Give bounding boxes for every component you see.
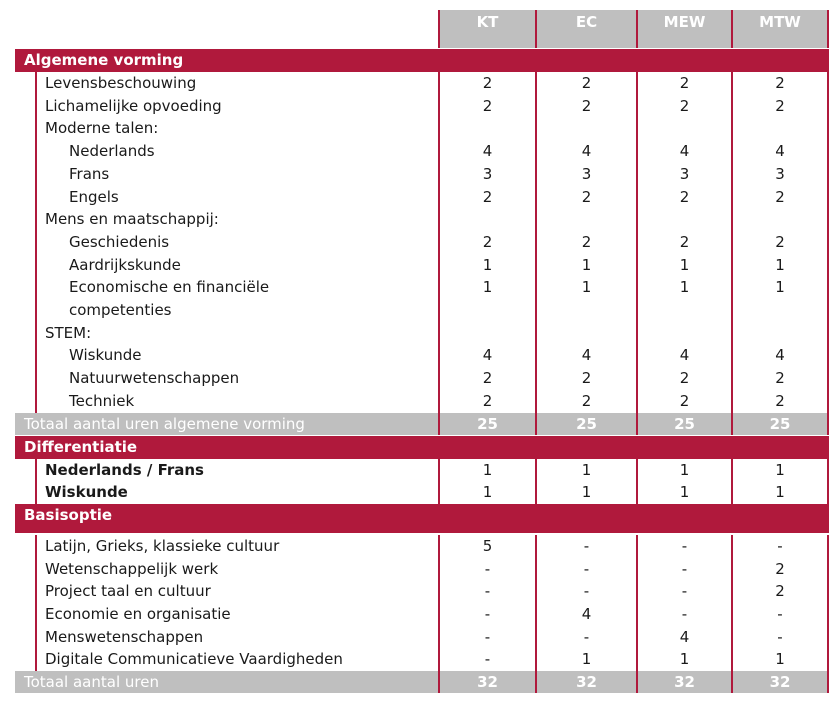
cell-kt: 2 [482,74,493,92]
column-divider [827,459,829,504]
cell-ec: 2 [581,74,592,92]
cell-mew: - [681,559,688,578]
cell-mew: 2 [679,232,690,251]
cell-mtw: 3 [775,164,785,183]
cell-ec [537,322,636,345]
column-divider [827,413,829,435]
cell-mtw: 2 [775,582,785,601]
total-kt: 25 [477,414,498,433]
cell-ec: 4 [581,605,592,623]
cell-mew: 1 [679,278,690,297]
row-label: Project taal en cultuur [45,582,211,601]
total-mtw: 25 [769,414,791,433]
row-label: Wiskunde [45,483,128,502]
cell-mtw: - [777,627,783,646]
cell-ec: 2 [581,96,592,115]
cell-mtw [733,299,827,322]
cell-kt: 4 [482,346,493,365]
cell-kt: - [484,650,491,669]
cell-mtw: 4 [775,142,785,161]
row-label: Wiskunde [69,346,142,365]
column-header-ec: EC [537,10,636,48]
column-divider [827,535,829,671]
cell-mew: 1 [679,650,690,669]
cell-mew: 4 [679,627,690,646]
cell-ec: 4 [581,346,592,365]
cell-kt: 2 [482,391,493,410]
cell-mtw [733,117,827,140]
cell-mtw: 1 [775,278,785,297]
cell-mtw: 2 [775,369,785,388]
total-mew: 32 [674,673,695,692]
row-label: Nederlands [69,142,155,161]
cell-mew [638,322,731,345]
total-mtw: 32 [769,673,791,692]
cell-mew: - [681,605,688,623]
cell-mtw: - [777,605,783,623]
cell-mew: 1 [679,255,690,274]
cell-ec: 2 [581,391,592,410]
cell-ec: 1 [581,483,592,502]
cell-kt: - [484,605,491,623]
cell-mtw [733,322,827,345]
row-label: Moderne talen: [45,119,159,138]
cell-mtw: 2 [775,187,785,206]
row-label: Nederlands / Frans [45,460,204,479]
total-row: Totaal aantal uren algemene vorming [15,413,829,435]
section-header-differentiatie: Differentiatie [15,436,829,459]
cell-mtw: 4 [775,346,785,365]
cell-kt [440,208,535,231]
cell-ec: 2 [581,232,592,251]
cell-ec: - [583,559,590,578]
row-label: Engels [69,187,119,206]
cell-kt: - [484,559,491,578]
row-label: competenties [69,301,172,319]
row-label: STEM: [45,323,92,342]
row-label: Geschiedenis [69,232,170,251]
row-label: Wetenschappelijk werk [45,559,219,578]
cell-mtw: 2 [775,74,785,92]
row-label: Levensbeschouwing [45,74,197,92]
cell-mtw: - [777,536,783,555]
total-kt: 32 [477,673,498,692]
cell-mew: 4 [679,346,690,365]
cell-kt: 5 [482,536,493,555]
total-ec: 25 [576,414,597,433]
cell-mtw: 2 [775,232,785,251]
cell-mew: 2 [679,74,690,92]
row-rail [35,72,37,413]
cell-kt: 1 [482,278,493,297]
cell-kt: 2 [482,369,493,388]
total-row: Totaal aantal uren [15,671,829,693]
cell-kt: - [484,627,491,646]
cell-mew [638,117,731,140]
cell-mew: - [681,536,688,555]
row-label: Digitale Communicatieve Vaardigheden [45,650,343,669]
cell-mew: 4 [679,142,690,161]
column-divider [827,671,829,693]
cell-mtw: 1 [775,460,785,479]
cell-mtw: 1 [775,255,785,274]
cell-kt: 1 [482,255,493,274]
cell-ec: - [583,627,590,646]
cell-ec: - [583,536,590,555]
cell-kt: 1 [482,460,493,479]
column-header-kt: KT [440,10,535,48]
row-label: Aardrijkskunde [69,255,181,274]
row-label: Economische en financiële [69,278,270,297]
cell-mew: 2 [679,187,690,206]
cell-ec: 1 [581,650,592,669]
cell-kt [440,322,535,345]
cell-ec: 4 [581,142,592,161]
cell-mtw: 2 [775,559,785,578]
row-label: Techniek [69,391,135,410]
cell-mew: 2 [679,391,690,410]
cell-kt: 4 [482,142,493,161]
column-header-mtw: MTW [733,10,827,48]
column-header-mew: MEW [638,10,731,48]
cell-kt: 1 [482,483,493,502]
cell-ec: 2 [581,187,592,206]
cell-kt: 2 [482,187,493,206]
cell-ec: 1 [581,278,592,297]
cell-mew: 2 [679,96,690,115]
cell-mew: 3 [679,164,690,183]
cell-ec: 1 [581,255,592,274]
cell-mtw: 1 [775,650,785,669]
cell-kt [440,299,535,322]
cell-kt: - [484,582,491,601]
row-rail [35,535,37,671]
cell-ec [537,208,636,231]
cell-ec [537,299,636,322]
total-mew: 25 [674,414,695,433]
section-header-algemene-vorming: Algemene vorming [15,49,829,72]
total-ec: 32 [576,673,597,692]
cell-mtw: 1 [775,483,785,502]
cell-kt: 3 [482,164,493,183]
cell-ec: 1 [581,460,592,479]
cell-ec: 3 [581,164,592,183]
cell-kt: 2 [482,232,493,251]
row-label: Natuurwetenschappen [69,369,240,388]
cell-ec: - [583,582,590,601]
cell-mew: 2 [679,369,690,388]
column-divider [827,10,829,48]
section-header-basisoptie: Basisoptie [15,504,829,533]
cell-mew: 1 [679,483,690,502]
row-label: Mens en maatschappij: [45,210,219,229]
cell-mew [638,299,731,322]
row-rail [35,459,37,504]
cell-mtw: 2 [775,96,785,115]
cell-mtw: 2 [775,391,785,410]
cell-mew: 1 [679,460,690,479]
row-label: Latijn, Grieks, klassieke cultuur [45,536,280,555]
cell-kt [440,117,535,140]
cell-mtw [733,208,827,231]
cell-mew: - [681,582,688,601]
row-label: Menswetenschappen [45,627,204,646]
cell-mew [638,208,731,231]
row-label: Frans [69,164,110,183]
row-label: Lichamelijke opvoeding [45,96,222,115]
cell-kt: 2 [482,96,493,115]
cell-ec [537,117,636,140]
row-label: Economie en organisatie [45,605,231,623]
column-divider [827,72,829,413]
cell-ec: 2 [581,369,592,388]
